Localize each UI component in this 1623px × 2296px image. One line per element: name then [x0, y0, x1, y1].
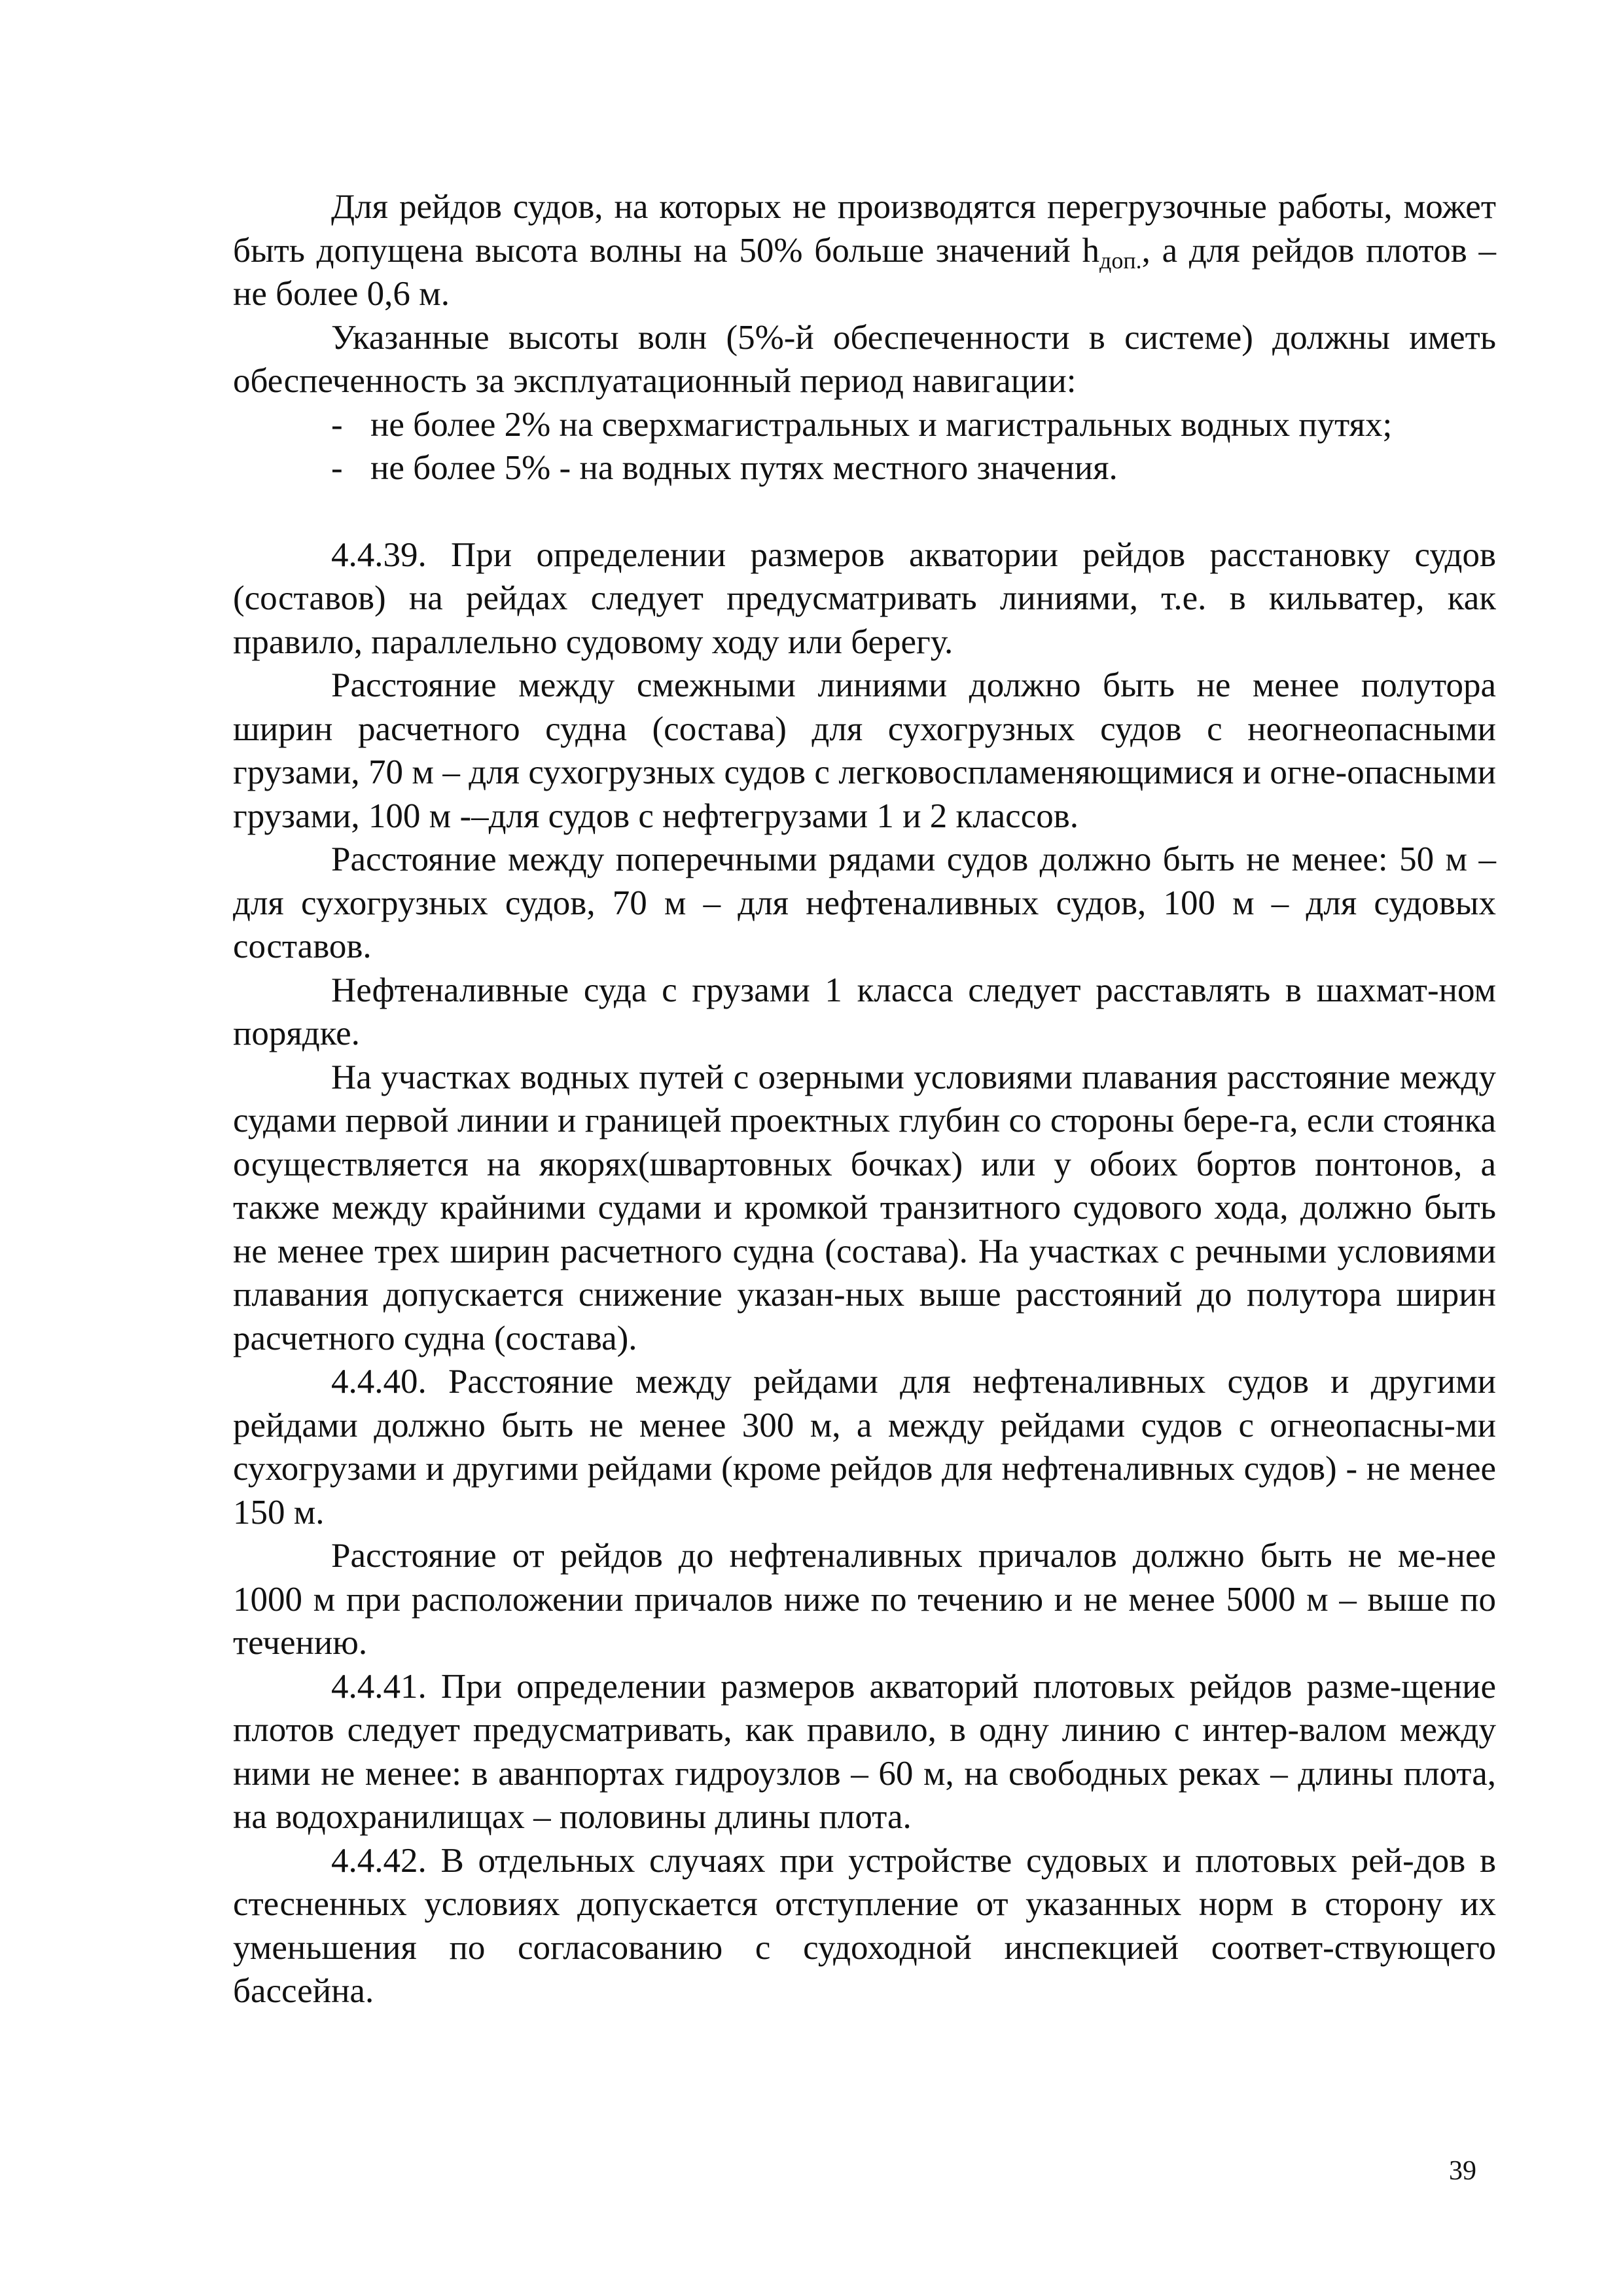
list-dash: - [331, 405, 343, 444]
list-dash: - [331, 449, 343, 487]
probability-list [233, 403, 1496, 490]
paragraph-line-spacing: Расстояние между смежными линиями должно быть не менее полутора ширин расчетного судна (состава) для сухогрузных судов с неогнеопасными грузами, 70 м – для сухогрузных судов с легковоспламеняющимися и огне-опасными грузами, 100 м -–для судов с нефтегрузами 1 и 2 классов. [233, 666, 1496, 835]
page-number: 39 [1449, 2156, 1476, 2186]
paragraph-section-4-4-39: 4.4.39. При определении размеров акватории рейдов расстановку судов (составов) на рейдах следует предусматривать линиями, т.е. в кильватер, как правило, параллельно судовому ходу или берегу. [233, 535, 1496, 661]
paragraph-raid-wave-height [233, 185, 1496, 316]
paragraph-section-4-4-40: 4.4.40. Расстояние между рейдами для нефтеналивных судов и другими рейдами должно быть не менее 300 м, а между рейдами судов с огнеопасны-ми сухогрузами и другими рейдами (кроме рейдов для нефтеналивных судов) - не менее 150 м. [233, 1363, 1496, 1532]
wave-height-subscript: доп. [1099, 247, 1142, 274]
paragraph-lake-conditions: На участках водных путей с озерными условиями плавания расстояние между судами первой линии и границей проектных глубин со стороны бере-га, если стоянка осуществляется на якорях(швартовных бочках) или у обоих бортов понтонов, а также между крайними судами и кромкой транзитного судового хода, должно быть не менее трех ширин расчетного судна (состава). На участках с речными условиями плавания допускается снижение указан-ных выше расстояний до полутора ширин расчетного судна (состава). [233, 1058, 1496, 1357]
wave-height-symbol: h [1082, 231, 1100, 270]
paragraph-text: Для рейдов судов, на которых не производятся перегрузочные работы, может быть допущена высота волны на 50% больше значений [233, 188, 1496, 270]
list-item [233, 403, 1496, 447]
paragraph-section-4-4-41: 4.4.41. При определении размеров акваторий плотовых рейдов разме-щение плотов следует предусматривать, как правило, в одну линию с интер-валом между ними не менее: в аванпортах гидроузлов – 60 м, на свободных реках – длины плота, на водохранилищах – половины длины плота. [233, 1667, 1496, 1836]
paragraph-section-4-4-42: 4.4.42. В отдельных случаях при устройстве судовых и плотовых рей-дов в стесненных условиях допускается отступление от указанных норм в сторону их уменьшения по согласованию с судоходной инспекцией соответ-ствующего бассейна. [233, 1841, 1496, 2010]
paragraph-checkerboard: Нефтеналивные суда с грузами 1 класса следует расставлять в шахмат-ном порядке. [233, 971, 1496, 1052]
paragraph-berth-distance: Расстояние от рейдов до нефтеналивных причалов должно быть не ме-нее 1000 м при расположении причалов ниже по течению и не менее 5000 м – выше по течению. [233, 1537, 1496, 1662]
list-item-text: не более 2% на сверхмагистральных и магистральных водных путях; [370, 405, 1393, 444]
paragraph-row-spacing: Расстояние между поперечными рядами судов должно быть не менее: 50 м – для сухогрузных судов, 70 м – для нефтеналивных судов, 100 м – для судовых составов. [233, 840, 1496, 965]
paragraph-wave-probability: Указанные высоты волн (5%-й обеспеченности в системе) должны иметь обеспеченность за эксплуатационный период навигации: [233, 318, 1496, 400]
paragraph-text: , а для рейдов плотов – не более 0,6 м. [233, 231, 1496, 313]
page-body [233, 185, 1496, 2013]
list-item-text: не более 5% - на водных путях местного значения. [370, 449, 1118, 487]
list-item [233, 446, 1496, 490]
